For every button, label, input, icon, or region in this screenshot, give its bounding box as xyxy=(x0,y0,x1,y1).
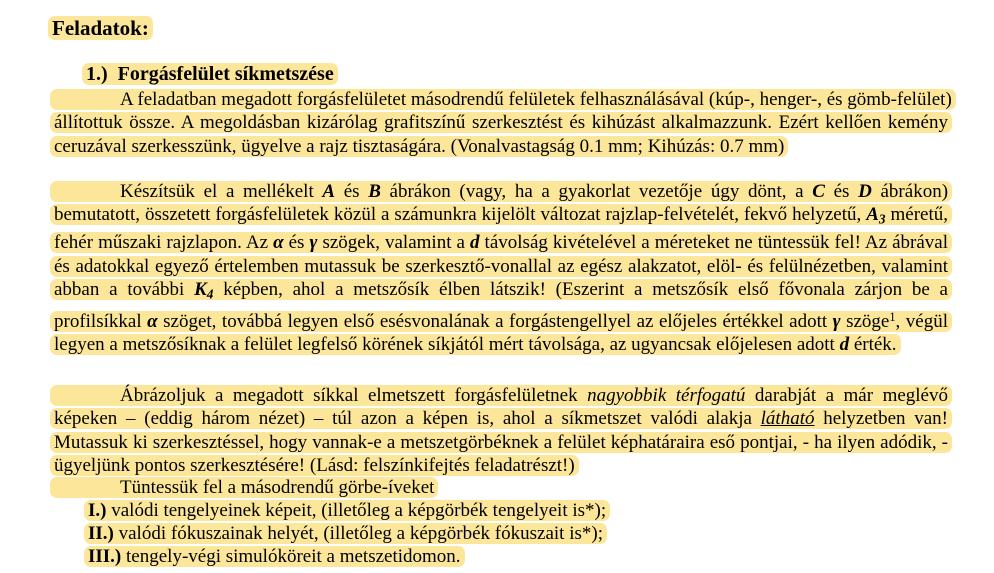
list-item-number: II.) xyxy=(88,523,114,544)
p2-text-10: képben, ahol a metszősík élben látszik! (Eszerint a metszősík első fővonala zárjon be a profilsíkkal xyxy=(54,278,948,332)
list-item-highlight xyxy=(84,500,610,521)
gamma-symbol-2: γ xyxy=(832,310,841,332)
view-label-subscript: 4 xyxy=(206,286,214,302)
paragraph-section-cut xyxy=(50,384,952,478)
list-item-number: I.) xyxy=(88,500,107,521)
p3-text-3: helyzetben van! Mutassuk ki szerkesztéssel, hogy vannak-e a metszetgörbéknek a felület képhatáraira eső pontjai, - ha ilyen adódik, - ügyeljünk pontos szerkesztésére! (Lásd: felszínkifejtés feladatrészt!) xyxy=(54,408,948,477)
paragraph-intro-text: A feladatban megadott forgásfelületet másodrendű felületek felhasználásával (kúp-, henger-, és gömb-felület) állítottuk össze. A megoldásban kizárólag grafitszínű szerkesztést és kihúzást alkalmazzunk. Ezért kellően kemény ceruzával szerkesszünk, ügyelve a rajz tisztaságára. (Vonalvastagság 0.1 mm; Kihúzás: 0.7 mm) xyxy=(54,89,952,157)
p2-text-2: és xyxy=(335,181,369,202)
p2-text-3: ábrákon (vagy, ha a gyakorlat vezetője úgy dönt, a xyxy=(380,181,813,202)
p2-text-13: , végül legyen a metszősíknak a felület legfelső körének síkjától mért távolsága, az ugyancsak előjelesen adott xyxy=(54,310,948,356)
figure-label-b: B xyxy=(368,181,381,202)
p3-text-1: Ábrázoljuk a megadott síkkal elmetszett forgásfelületnek xyxy=(120,385,588,406)
section-title-highlight xyxy=(82,63,338,85)
paragraph-section-cut-highlight xyxy=(50,385,952,476)
list-item-number: III.) xyxy=(88,546,122,567)
paragraph-curves-intro xyxy=(50,476,952,499)
figure-label-d: D xyxy=(858,181,872,202)
p2-text-12: szöge xyxy=(840,310,890,332)
paper-size-subscript: 3 xyxy=(878,211,886,227)
paragraph-curves-intro-text: Tüntessük fel a másodrendű görbe-íveket xyxy=(120,477,435,498)
figure-label-a: A xyxy=(322,181,336,202)
p2-text-8: szögek, valamint a xyxy=(317,232,471,254)
list-item-text: valódi fókuszainak helyét, (illetőleg a képgörbék fókuszait is*); xyxy=(113,523,603,544)
p2-text-11: szöget, továbbá legyen első esésvonalának a forgástengellyel az előjeles értékkel adott xyxy=(157,310,833,332)
distance-symbol-2: d xyxy=(839,334,850,356)
list-item xyxy=(84,545,465,568)
heading-text: Feladatok: xyxy=(48,16,153,40)
p2-text-14: érték. xyxy=(849,334,897,356)
p3-italic-text: nagyobbik térfogatú xyxy=(587,385,746,406)
paragraph-curves-intro-highlight xyxy=(50,477,438,498)
section-title xyxy=(82,60,338,88)
p2-text-9: távolság kivételével a méreteket ne tüntessük fel! Az ábrával és adatokkal egyező értelemben mutassuk be szerkesztő-vonallal az egész alakzatot, elöl- és felülnézetben, valamint abban a további xyxy=(54,232,948,300)
p2-text-6: méretű, fehér műszaki rajzlapon. Az xyxy=(54,204,948,254)
list-item-highlight xyxy=(84,523,607,544)
paragraph-drawing-task-highlight xyxy=(50,181,952,355)
p2-text-4: és xyxy=(824,181,859,202)
paper-size-a: A xyxy=(866,204,879,226)
figure-label-c: C xyxy=(812,181,825,202)
list-item-highlight xyxy=(84,546,465,567)
alpha-symbol: α xyxy=(273,232,284,254)
list-item-text: tengely-végi simulóköreit a metszetidomon. xyxy=(121,546,461,567)
p3-underlined-text: látható xyxy=(760,408,815,430)
heading xyxy=(48,13,153,43)
distance-symbol: d xyxy=(470,232,480,254)
section-title-text: Forgásfelület síkmetszése xyxy=(117,63,334,85)
alpha-symbol-2: α xyxy=(147,310,158,332)
gamma-symbol: γ xyxy=(309,232,318,254)
section-number: 1.) xyxy=(86,63,108,85)
paragraph-drawing-task xyxy=(50,180,952,357)
list-item xyxy=(84,499,610,522)
p2-text-1: Készítsük el a mellékelt xyxy=(120,181,323,202)
p3-text-2: darabját a már meglévő képeken – (eddig három nézet) – túl azon a képen is, ahol a síkmetszet valódi alakja xyxy=(54,385,948,430)
p2-text-5: ábrákon) bemutatott, összetett forgásfelületek közül a számunkra kijelölt változat rajzlap-felvételét, fekvő helyzetű, xyxy=(54,181,949,226)
footnote-marker[interactable]: 1 xyxy=(889,309,896,324)
list-item-text: valódi tengelyeinek képeit, (illetőleg a képgörbék tengelyeit is*); xyxy=(106,500,607,521)
paragraph-intro xyxy=(50,88,952,158)
paragraph-intro-highlight xyxy=(50,89,956,157)
list-item xyxy=(84,522,607,545)
p2-text-7: és xyxy=(283,232,310,254)
view-label-k: K xyxy=(194,278,207,300)
